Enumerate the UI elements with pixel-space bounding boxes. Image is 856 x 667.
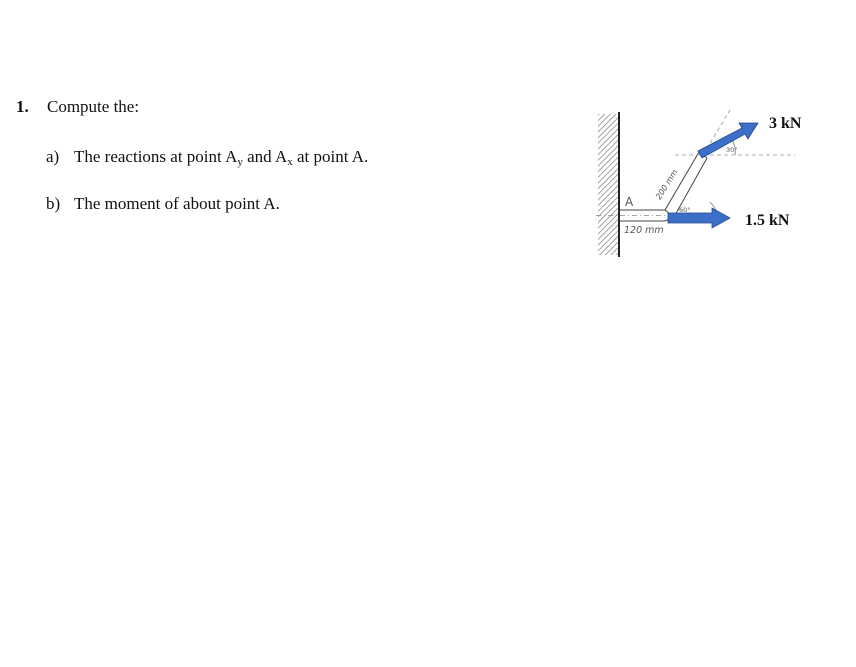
point-a-label: A	[625, 195, 634, 209]
force-label-3kn: 3 kN	[769, 115, 802, 132]
dim-horizontal-label: 120 mm	[624, 225, 664, 236]
part-a-text-start: The reactions at point A	[74, 147, 238, 166]
part-a-text-mid: and A	[242, 147, 288, 166]
question-prompt: Compute the:	[47, 97, 140, 116]
dim-inclined-label: 200 mm	[654, 167, 680, 202]
wall-support	[598, 112, 619, 257]
subscript-x: x	[287, 156, 293, 168]
part-b-text: The moment of about point A.	[74, 194, 280, 213]
part-a-letter: a)	[46, 147, 60, 166]
force-label-1-5kn: 1.5 kN	[745, 212, 790, 229]
subscript-y: y	[237, 156, 243, 168]
angle-60-label: 60°	[679, 206, 691, 214]
angle-30-label: 30°	[726, 146, 738, 154]
question-number: 1.	[16, 97, 29, 116]
part-b-letter: b)	[46, 194, 61, 213]
part-a-text-end: at point A.	[292, 147, 369, 166]
part-a	[46, 146, 368, 168]
part-b	[46, 193, 280, 215]
question-heading	[16, 96, 139, 118]
bracket-figure	[590, 100, 820, 265]
